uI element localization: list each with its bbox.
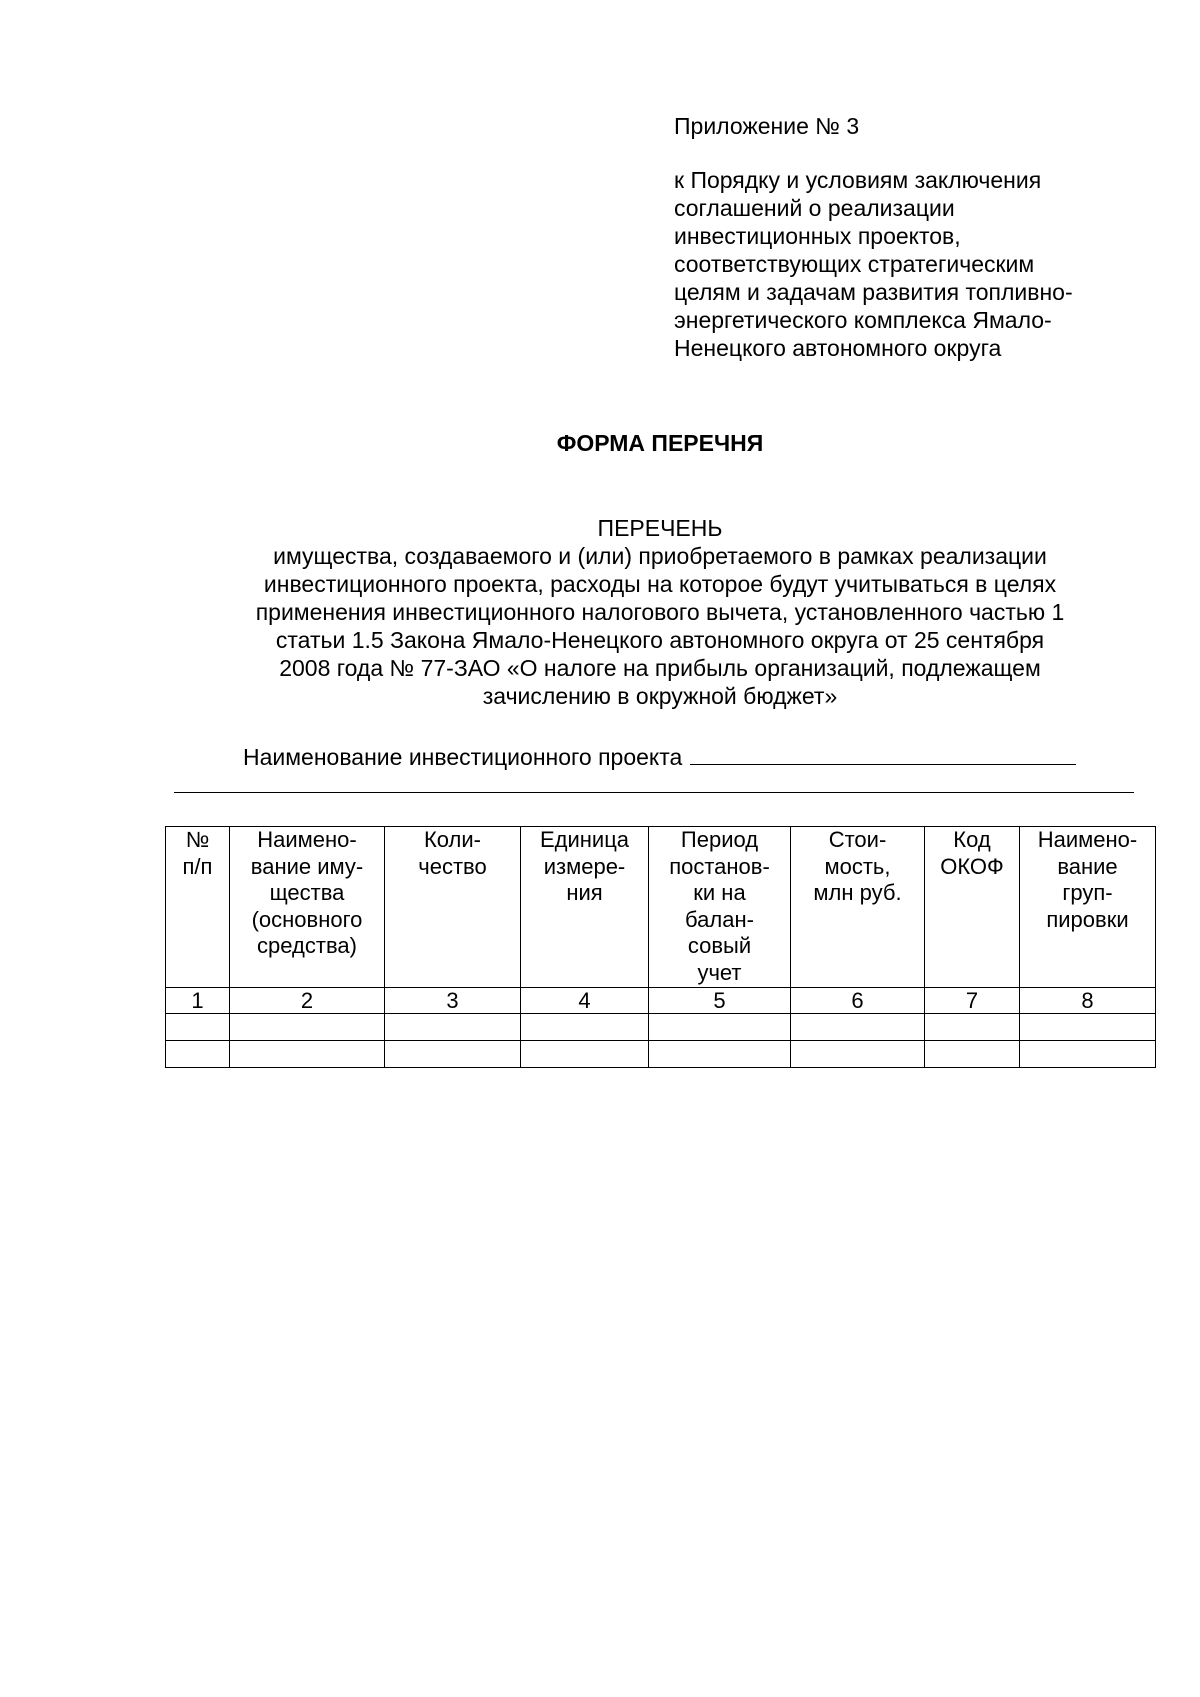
column-number-6: 6 (791, 988, 925, 1014)
header-asset-name-text: Наимено- вание иму- щества (основного средства) (250, 827, 364, 958)
table-cell[interactable] (925, 1014, 1020, 1041)
project-name-label: Наименование инвестиционного проекта (243, 744, 683, 770)
table-cell[interactable] (166, 1014, 230, 1041)
table-cell[interactable] (649, 1041, 791, 1068)
column-number-1: 1 (166, 988, 230, 1014)
project-name-blank[interactable] (690, 742, 1076, 765)
list-block (160, 514, 1160, 710)
header-cell-number (166, 827, 230, 988)
header-period-text: Период постанов- ки на балан- совый учет (669, 827, 770, 985)
table-cell[interactable] (385, 1014, 521, 1041)
table-cell[interactable] (230, 1041, 385, 1068)
column-number-3: 3 (385, 988, 521, 1014)
column-number-8: 8 (1020, 988, 1156, 1014)
header-cell-grouping (1020, 827, 1156, 988)
header-cell-okof (925, 827, 1020, 988)
table-header-row (166, 827, 1156, 988)
header-okof-text: Код ОКОФ (940, 827, 1004, 879)
header-unit-text: Единица измере- ния (539, 827, 630, 905)
list-description: имущества, создаваемого и (или) приобретаемого в рамках реализации инвестиционного проекта, расходы на которое будут учитываться в целях применения инвестиционного налогового вычета, установленного частью 1 статьи 1.5 Закона Ямало-Ненецкого автономного округа от 25 сентября 2008 года № 77-ЗАО «О налоге на прибыль организаций, подлежащем зачислению в окружной бюджет» (255, 543, 1065, 709)
appendix-title: Приложение № 3 (674, 113, 860, 139)
header-grouping-text: Наимено- вание груп- пировки (1037, 827, 1138, 932)
table-number-row (166, 988, 1156, 1014)
table-cell[interactable] (791, 1014, 925, 1041)
table-cell[interactable] (166, 1041, 230, 1068)
header-number-text: № п/п (182, 827, 213, 879)
header-cell-asset-name (230, 827, 385, 988)
project-name-blank-line-2[interactable] (174, 792, 1134, 793)
table-row (166, 1014, 1156, 1041)
header-cell-quantity (385, 827, 521, 988)
table-cell[interactable] (230, 1014, 385, 1041)
header-cost-text: Стои- мость, млн руб. (813, 827, 902, 905)
header-quantity-text: Коли- чество (418, 827, 487, 879)
list-title: ПЕРЕЧЕНЬ (597, 515, 723, 541)
table-cell[interactable] (649, 1014, 791, 1041)
header-cell-period (649, 827, 791, 988)
table-cell[interactable] (385, 1041, 521, 1068)
column-number-7: 7 (925, 988, 1020, 1014)
column-number-4: 4 (521, 988, 649, 1014)
column-number-2: 2 (230, 988, 385, 1014)
table-cell[interactable] (1020, 1014, 1156, 1041)
assets-table (165, 826, 1156, 1068)
table-cell[interactable] (521, 1014, 649, 1041)
project-name-line (243, 742, 1076, 771)
appendix-block (674, 112, 1154, 362)
column-number-5: 5 (649, 988, 791, 1014)
appendix-text: к Порядку и условиям заключения соглашений о реализации инвестиционных проектов, соответствующих стратегическим целям и задачам развития топливно- энергетического комплекса Ямало- Ненецкого автономного округа (674, 167, 1073, 361)
header-cell-unit (521, 827, 649, 988)
header-cell-cost (791, 827, 925, 988)
table-cell[interactable] (791, 1041, 925, 1068)
table-cell[interactable] (521, 1041, 649, 1068)
table-cell[interactable] (925, 1041, 1020, 1068)
form-title: ФОРМА ПЕРЕЧНЯ (556, 430, 764, 456)
table-cell[interactable] (1020, 1041, 1156, 1068)
table-row (166, 1041, 1156, 1068)
